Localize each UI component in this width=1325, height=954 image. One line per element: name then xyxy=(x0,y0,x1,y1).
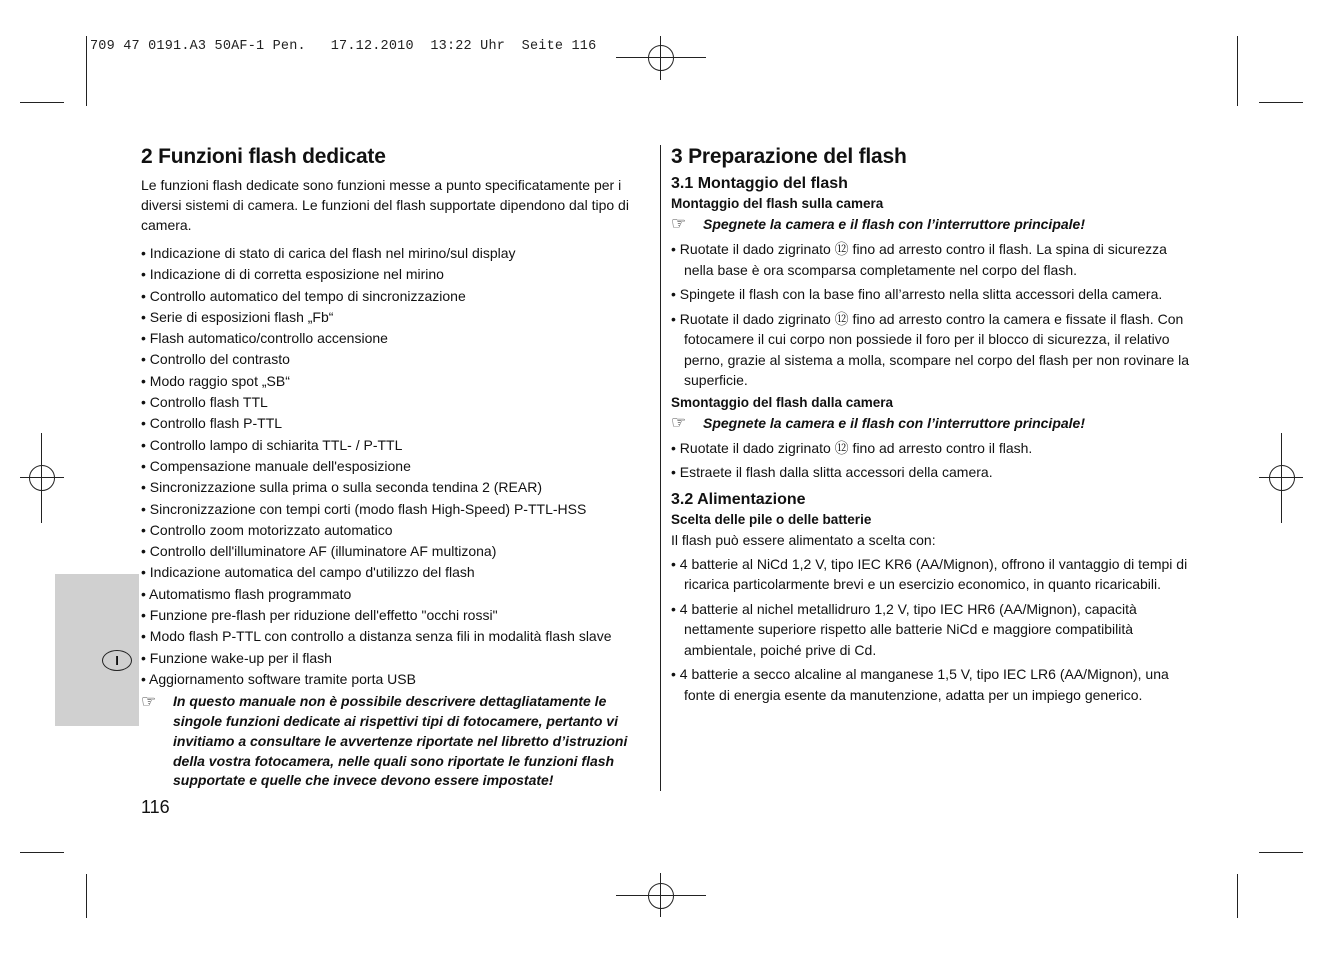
list-item: • Automatismo flash programmato xyxy=(141,585,352,602)
dedicated-functions-list xyxy=(141,243,651,690)
list-item: • Sincronizzazione sulla prima o sulla seconda tendina 2 (REAR) xyxy=(141,479,542,496)
list-item: • Ruotate il dado zigrinato ⑫ fino ad arresto contro il flash. xyxy=(671,439,1033,456)
crop-mark xyxy=(1259,852,1303,853)
crop-mark xyxy=(86,874,87,918)
list-item: • Modo raggio spot „SB“ xyxy=(141,372,290,389)
right-column xyxy=(671,145,1191,709)
list-item: • Compensazione manuale dell'esposizione xyxy=(141,457,411,474)
crop-mark xyxy=(1237,874,1238,918)
crop-mark xyxy=(1237,36,1238,106)
list-item: • Controllo zoom motorizzato automatico xyxy=(141,521,393,538)
crop-mark xyxy=(20,102,64,103)
pointing-hand-icon: ☞ xyxy=(671,412,687,432)
unmount-heading: Smontaggio del flash dalla camera xyxy=(671,394,894,410)
pointing-hand-icon: ☞ xyxy=(671,214,687,233)
list-item: • Aggiornamento software tramite porta USB xyxy=(141,670,416,687)
note-block xyxy=(141,692,651,791)
note-text: In questo manuale non è possibile descrivere dettagliatamente le singole funzioni dedicate ai rispettivi tipi di fotocamere, pertanto vi invitiamo a consultare le avvertenze riportate nel libretto d’istruzioni della vostra fotocamera, nelle quali sono riportate le funzioni flash supportate e quelle che invece devono essere impostate! xyxy=(173,693,628,789)
mount-note xyxy=(671,214,1191,234)
list-item: • Controllo automatico del tempo di sincronizzazione xyxy=(141,287,466,304)
crop-mark xyxy=(86,36,87,106)
crop-mark xyxy=(20,852,64,853)
section-title-preparation: 3 Preparazione del flash xyxy=(671,145,907,168)
list-item: • Spingete il flash con la base fino all’arresto nella slitta accessori della camera. xyxy=(671,286,1163,302)
list-item: • Indicazione di di corretta esposizione nel mirino xyxy=(141,266,444,283)
unmount-steps-list xyxy=(671,438,1191,483)
list-item: • Controllo dell'illuminatore AF (illuminatore AF multizona) xyxy=(141,543,497,560)
list-item: • Funzione pre-flash per riduzione dell'effetto "occhi rossi" xyxy=(141,607,498,624)
list-item: • Flash automatico/controllo accensione xyxy=(141,330,388,347)
mount-heading: Montaggio del flash sulla camera xyxy=(671,196,884,211)
list-item: • Controllo flash TTL xyxy=(141,394,268,411)
battery-choice-heading: Scelta delle pile o delle batterie xyxy=(671,511,872,527)
list-item: • Controllo flash P-TTL xyxy=(141,415,283,432)
pointing-hand-icon: ☞ xyxy=(141,692,157,712)
list-item: • Estraete il flash dalla slitta accessori della camera. xyxy=(671,464,993,480)
left-column xyxy=(141,145,651,796)
list-item: • 4 batterie al nichel metallidruro 1,2 V, tipo IEC HR6 (AA/Mignon), capacità nettamente superiore rispetto alle batterie NiCd e maggiore compatibilità ambientale, poiché prive di Cd. xyxy=(671,600,1137,658)
subsection-title-mounting: 3.1 Montaggio del flash xyxy=(671,175,848,192)
list-item: • Ruotate il dado zigrinato ⑫ fino ad arresto contro il flash. La spina di sicurezza nella base è ora scomparsa completamente nel corpo del flash. xyxy=(671,241,1167,278)
section-title-dedicated-functions: 2 Funzioni flash dedicate xyxy=(141,145,386,168)
mount-steps-list xyxy=(671,239,1191,391)
battery-options-list xyxy=(671,554,1191,706)
list-item: • Controllo del contrasto xyxy=(141,351,290,368)
list-item: • 4 batterie a secco alcaline al manganese 1,5 V, tipo IEC LR6 (AA/Mignon), una fonte di energia esente da manutenzione, adatta per un impiego generico. xyxy=(671,666,1169,703)
note-text: Spegnete la camera e il flash con l’interruttore principale! xyxy=(703,216,1085,232)
language-tab-label: I xyxy=(102,650,132,671)
unmount-note xyxy=(671,413,1191,433)
crop-mark xyxy=(1259,102,1303,103)
note-text: Spegnete la camera e il flash con l’interruttore principale! xyxy=(703,414,1085,431)
subsection-title-power: 3.2 Alimentazione xyxy=(671,490,806,508)
list-item: • Indicazione di stato di carica del flash nel mirino/sul display xyxy=(141,245,516,261)
list-item: • Controllo lampo di schiarita TTL- / P-TTL xyxy=(141,436,403,453)
column-divider xyxy=(660,145,661,791)
page-number: 116 xyxy=(141,797,170,817)
list-item: • Modo flash P-TTL con controllo a distanza senza fili in modalità flash slave xyxy=(141,628,612,645)
section-intro: Le funzioni flash dedicate sono funzioni messe a punto specificatamente per i diversi sistemi di camera. Le funzioni del flash supportate dipendono dal tipo di camera. xyxy=(141,177,629,233)
list-item: • Sincronizzazione con tempi corti (modo flash High-Speed) P-TTL-HSS xyxy=(141,500,587,517)
list-item: • Serie di esposizioni flash „Fb“ xyxy=(141,308,334,325)
list-item: • 4 batterie al NiCd 1,2 V, tipo IEC KR6 (AA/Mignon), offrono il vantaggio di tempi di ricarica particolarmente brevi e un esercizio economico, in quanto ricaricabili. xyxy=(671,555,1188,592)
list-item: • Indicazione automatica del campo d'utilizzo del flash xyxy=(141,564,475,581)
power-intro: Il flash può essere alimentato a scelta con: xyxy=(671,531,936,548)
print-header: 709 47 0191.A3 50AF-1 Pen. 17.12.2010 13:22 Uhr Seite 116 xyxy=(90,39,597,54)
list-item: • Ruotate il dado zigrinato ⑫ fino ad arresto contro la camera e fissate il flash. Con fotocamere il cui corpo non possiede il foro per il blocco di sicurezza, il relativo perno, grazie al sistema a molla, scompare nel corpo del flash per non rovinare la superficie. xyxy=(671,310,1190,388)
language-tab xyxy=(55,574,139,726)
list-item: • Funzione wake-up per il flash xyxy=(141,649,332,666)
